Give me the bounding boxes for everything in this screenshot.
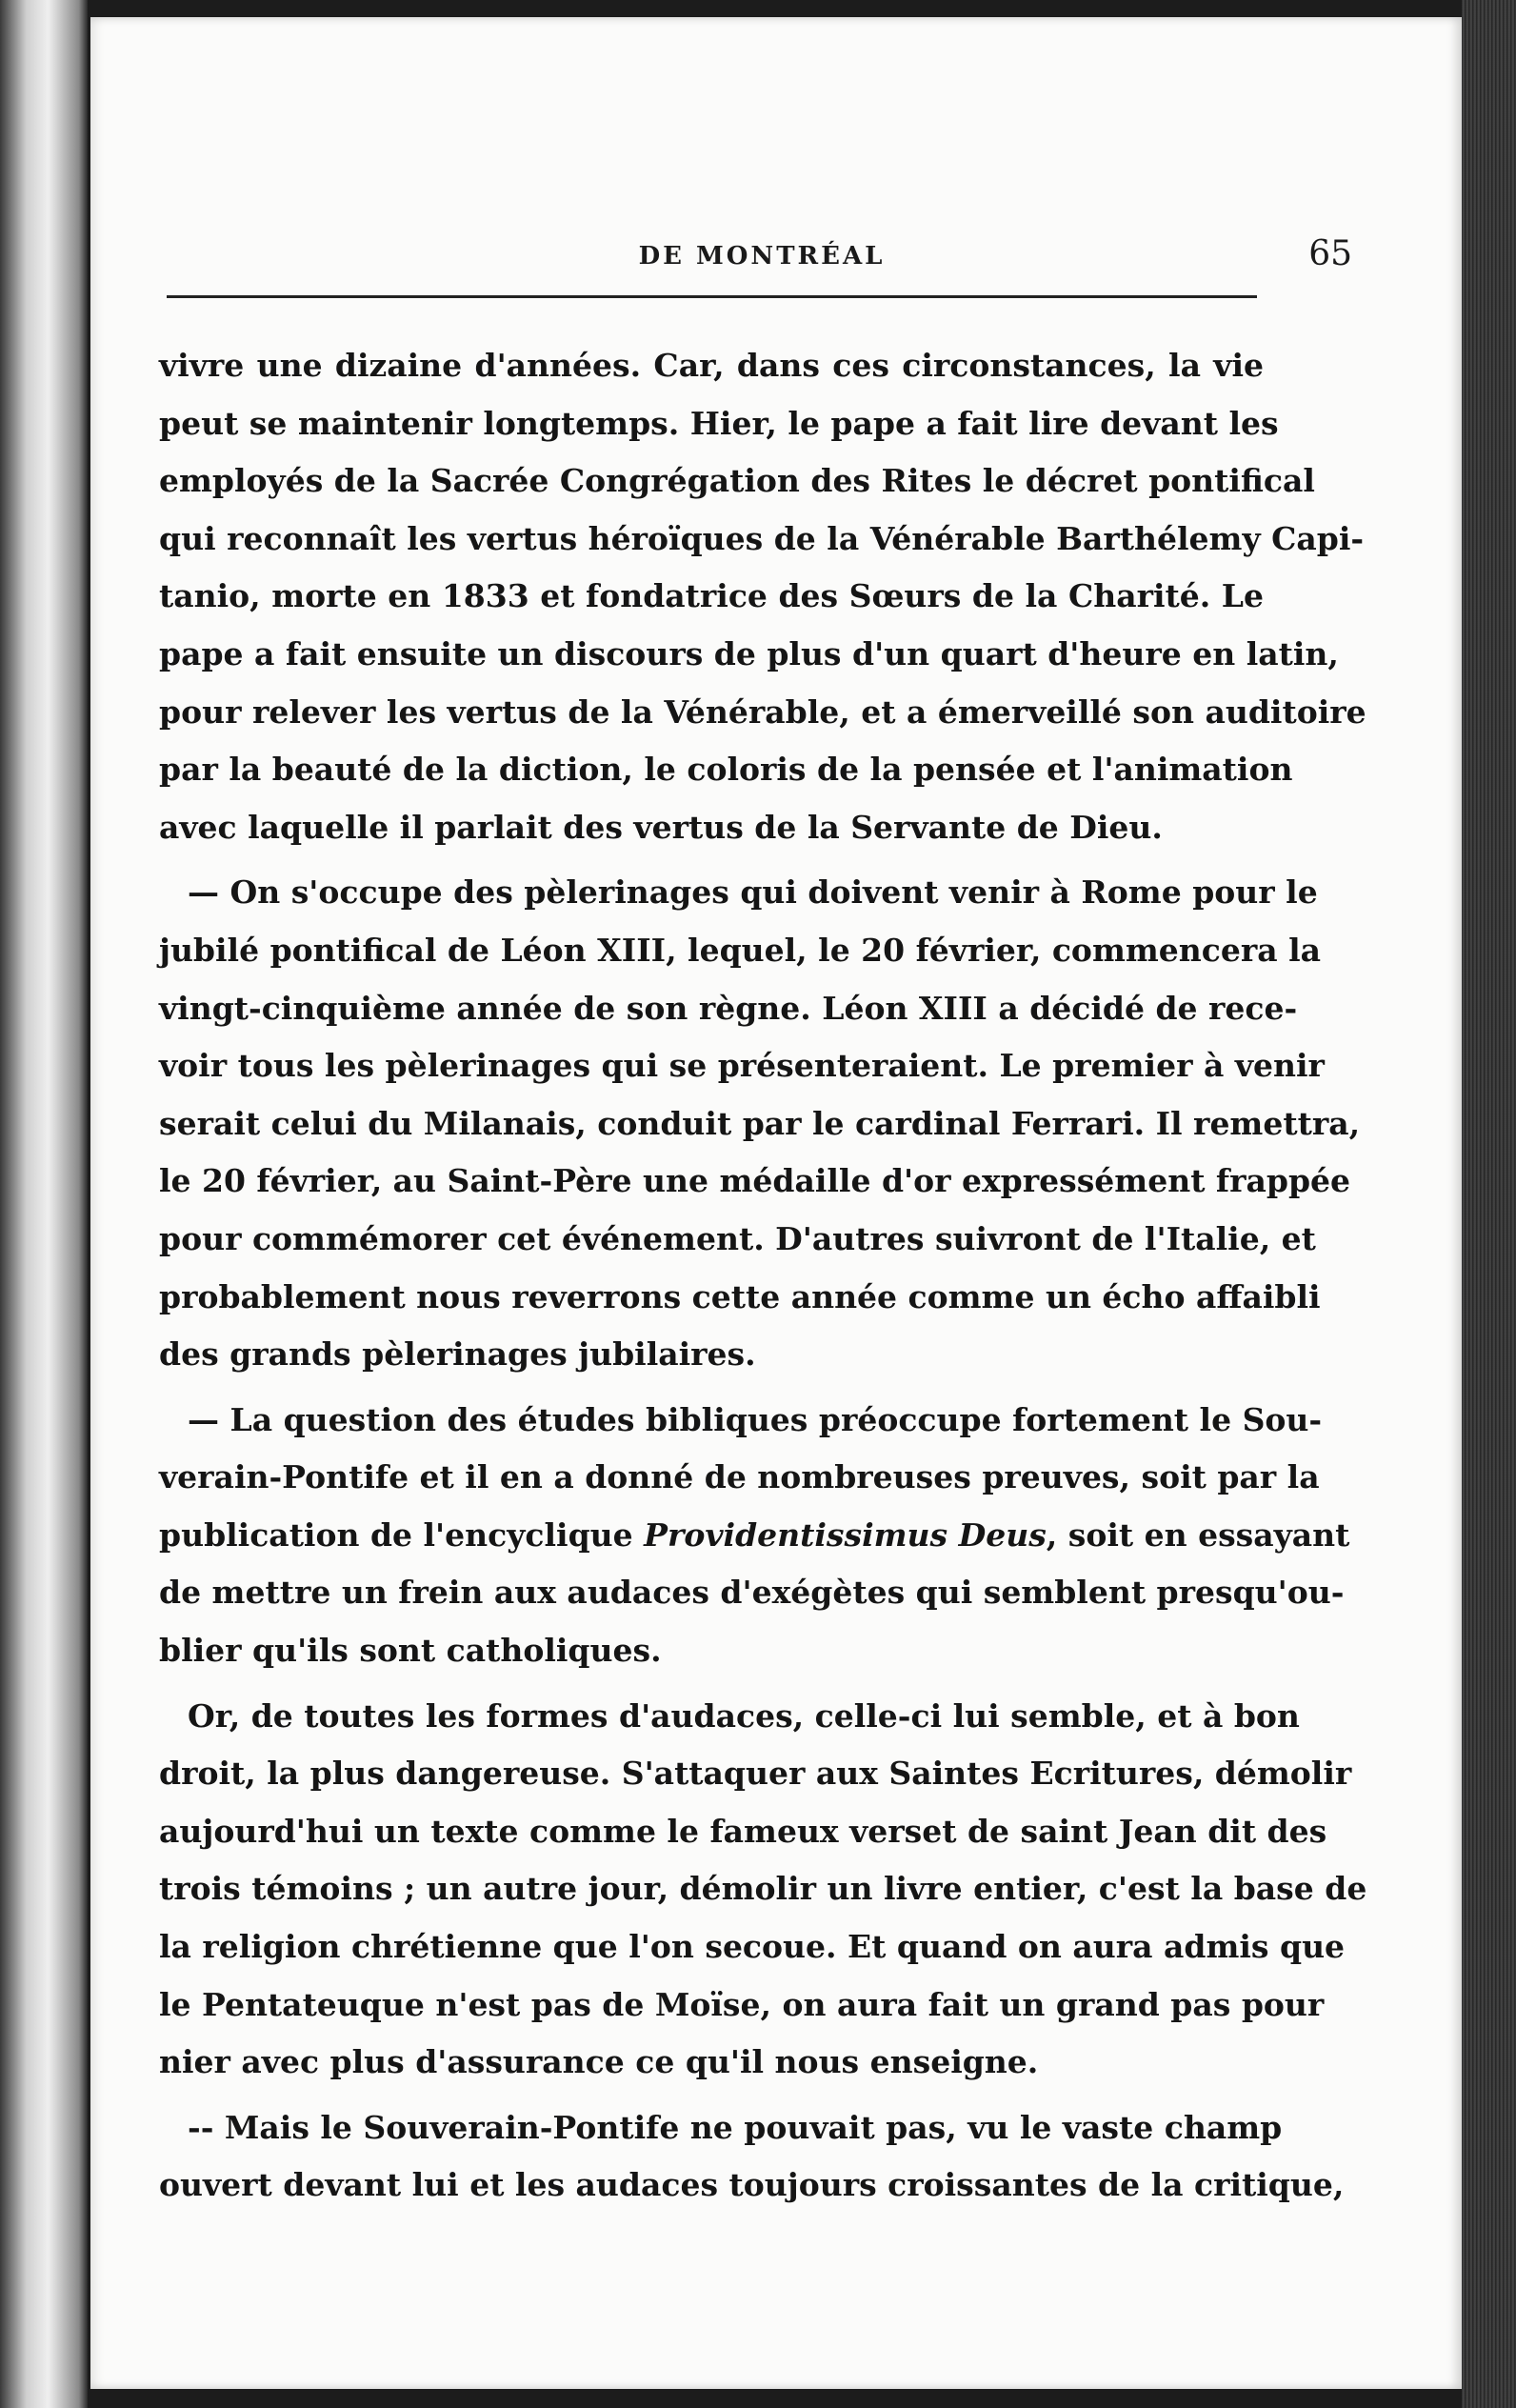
text-line: ouvert devant lui et les audaces toujours croissantes de la critique, <box>159 2166 1345 2204</box>
text-line: avec laquelle il parlait des vertus de la Servante de Dieu. <box>159 808 1163 846</box>
text-line: — On s'occupe des pèlerinages qui doivent venir à Rome pour le <box>188 873 1318 912</box>
text-line: droit, la plus dangereuse. S'attaquer aux Saintes Ecritures, démolir <box>159 1755 1352 1793</box>
text-line: vingt-cinquième année de son règne. Léon XIII a décidé de rece- <box>159 989 1298 1027</box>
text-line: tanio, morte en 1833 et fondatrice des Sœurs de la Charité. Le <box>159 577 1264 615</box>
text-line: peut se maintenir longtemps. Hier, le pape a fait lire devant les <box>159 404 1279 442</box>
text-line: aujourd'hui un texte comme le fameux verset de saint Jean dit des <box>159 1812 1327 1850</box>
text-fragment: , soit en essayant <box>1046 1515 1350 1554</box>
book-edge <box>1462 0 1516 2408</box>
text-line: verain-Pontife et il en a donné de nombreuses preuves, soit par la <box>159 1458 1320 1496</box>
header-rule <box>167 295 1257 298</box>
text-line: employés de la Sacrée Congrégation des Rites le décret pontifical <box>159 462 1315 500</box>
text-line: — La question des études bibliques préoccupe fortement le Sou- <box>188 1400 1323 1438</box>
running-title: DE MONTRÉAL <box>638 242 886 271</box>
text-line: la religion chrétienne que l'on secoue. Et quand on aura admis que <box>159 1928 1346 1966</box>
previous-page-edge <box>0 0 88 2408</box>
text-line: le 20 février, au Saint-Père une médaille d'or expressément frappée <box>159 1162 1351 1200</box>
text-line: blier qu'ils sont catholiques. <box>159 1632 662 1670</box>
text-line: probablement nous reverrons cette année comme un écho affaibli <box>159 1277 1321 1315</box>
body-text <box>159 337 1367 2215</box>
text-line: -- Mais le Souverain-Pontife ne pouvait pas, vu le vaste champ <box>188 2108 1283 2146</box>
text-line: le Pentateuque n'est pas de Moïse, on aura fait un grand pas pour <box>159 1985 1325 2023</box>
encyclical-title: Providentissimus Deus <box>644 1515 1047 1554</box>
text-line: pour commémorer cet événement. D'autres suivront de l'Italie, et <box>159 1219 1316 1257</box>
text-line: jubilé pontifical de Léon XIII, lequel, le 20 février, commencera la <box>159 931 1322 969</box>
text-line: serait celui du Milanais, conduit par le cardinal Ferrari. Il remettra, <box>159 1104 1361 1142</box>
text-line: de mettre un frein aux audaces d'exégètes qui semblent presqu'ou- <box>159 1574 1345 1612</box>
text-line: trois témoins ; un autre jour, démolir un livre entier, c'est la base de <box>159 1870 1367 1908</box>
text-line: des grands pèlerinages jubilaires. <box>159 1335 756 1374</box>
page-number: 65 <box>1308 234 1352 273</box>
text-line: voir tous les pèlerinages qui se présenteraient. Le premier à venir <box>159 1047 1325 1085</box>
text-line: Or, de toutes les formes d'audaces, celle-ci lui semble, et à bon <box>188 1696 1300 1735</box>
text-line: par la beauté de la diction, le coloris de la pensée et l'animation <box>159 751 1293 789</box>
text-line: pour relever les vertus de la Vénérable, et a émerveillé son auditoire <box>159 692 1366 731</box>
text-line: nier avec plus d'assurance ce qu'il nous enseigne. <box>159 2043 1039 2081</box>
text-fragment: publication de l'encyclique <box>159 1515 633 1554</box>
text-line-with-title <box>159 1507 1350 1565</box>
text-line: pape a fait ensuite un discours de plus d'un quart d'heure en latin, <box>159 634 1339 672</box>
text-line: vivre une dizaine d'années. Car, dans ces circonstances, la vie <box>159 347 1264 384</box>
book-page <box>90 17 1462 2389</box>
running-head <box>171 234 1352 282</box>
text-line: qui reconnaît les vertus héroïques de la Vénérable Barthélemy Capi- <box>159 519 1365 557</box>
